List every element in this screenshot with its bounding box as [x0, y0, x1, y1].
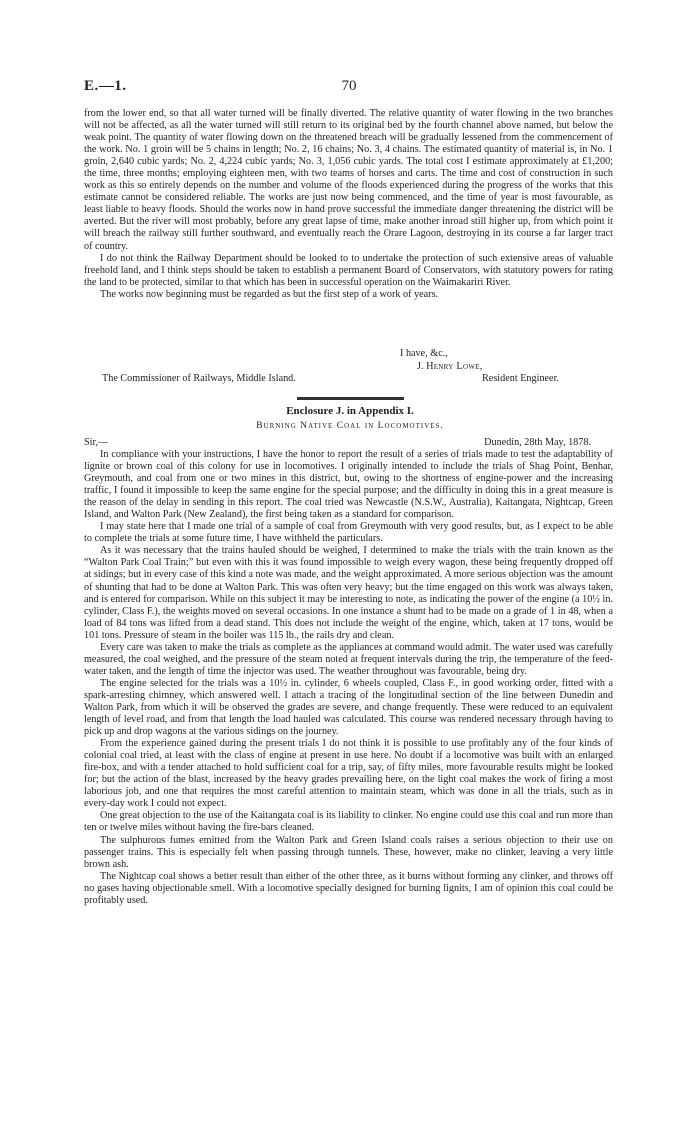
- dateline: Dunedin, 28th May, 1878.: [484, 437, 591, 448]
- signature-initial: J.: [417, 361, 424, 372]
- paragraph: As it was necessary that the trains hauled should be weighed, I determined to make the trials with the train known as the “Walton Park Coal Train;” but even with this it was found impossible to weigh every wagon, these being frequently dropped off at sidings; but in every case of this kind a note was made, and the weight approximated. A more serious objection was the amount of shunting that had to be done at Walton Park. This was often very heavy; but the time engaged on this work was always taken, and is entered for comparison. While on this subject it may be interesting to note, as indicating the power of the engine (a 10½ in. cylinder, Class F.), the weights moved on several occasions. In one instance a shunt had to be made on a grade of 1 in 48, when a load of 84 tons was lifted from a dead stand. This does not include the weight of the engine, which, taken at 17 tons, would be 101 tons. Pressure of steam in the boiler was 115 lb., the rails dry and clean.: [84, 545, 613, 641]
- salutation-line: [84, 437, 613, 449]
- page-header: [84, 78, 614, 98]
- enclosure-title: Enclosure J. in Appendix I.: [286, 405, 414, 417]
- section-code: E.—1.: [84, 78, 127, 94]
- closing-phrase: I have, &c.,: [400, 348, 448, 359]
- paragraph: The Nightcap coal shows a better result than either of the other three, as it burns without forming any clinker, and throws off no gases having objectionable smell. With a locomotive specially designed for burning lignits, I am of opinion this coal could be profitably used.: [84, 870, 613, 906]
- enclosure-subtitle: Burning Native Coal in Locomotives.: [256, 420, 444, 431]
- paragraph: The works now beginning must be regarded as but the first step of a work of years.: [100, 288, 439, 300]
- salutation: Sir,—: [84, 437, 109, 448]
- paragraph: from the lower end, so that all water turned will be finally diverted. The relative quantity of water flowing in the two branches will not be affected, as all the water turned will still return to its original bed by the fourth channel above named, but below the weak point. The quantity of water flowing down on the threatened breach will be gradually lessened from the commencement of the work. No. 1 groin will be 5 chains in length; No. 2, 16 chains; No. 3, 4 chains. The estimated quantity of material is, in No. 1 groin, 2,640 cubic yards; No. 2, 4,224 cubic yards; No. 3, 1,056 cubic yards. The total cost I estimate approximately at £1,200; the time, three months; employing eighteen men, with two teams of horses and carts. The time and cost of construction in such work as this so entirely depends on the number and volume of the floods experienced during the progress of the works that this estimate cannot be considered reliable. The works are just now being commenced, and the time of year is most favourable, as least liable to heavy floods. Should the works now in hand prove successful the immediate danger threatening the district will be averted. But the river will most probably, before any great lapse of time, make another inroad still higher up, from which point it will breach the railway still further southward, and eventually reach the Orare Lagoon, destroying in its course a far larger tract of country.: [84, 108, 613, 252]
- addressee: The Commissioner of Railways, Middle Island.: [102, 373, 296, 384]
- signature-surname: Henry Lowe,: [426, 361, 483, 372]
- paragraph: The engine selected for the trials was a 10½ in. cylinder, 6 wheels coupled, Class F., in good working order, fitted with a spark-arresting chimney, which answered well. I attach a tracing of the longitudinal section of the line between Dunedin and Walton Park, from which it will be observed the grades are severe, and change frequently. These were reduced to an equivalent length of level road, and from that length the load hauled was calculated. This course was rendered necessary through having to pick up and drop wagons at the various sidings on the journey.: [84, 677, 613, 738]
- section-divider: [297, 397, 404, 400]
- page-number: 70: [341, 78, 357, 94]
- paragraph: I may state here that I made one trial of a sample of coal from Greymouth with very good results, but, as I expect to be able to complete the trials at some future time, I have withheld the particulars.: [84, 521, 613, 545]
- paragraph: The sulphurous fumes emitted from the Walton Park and Green Island coals raises a serious objection to their use on passenger trains. This is especially felt when passing through tunnels. These, however, make no clinker, leaving a very little brown ash.: [84, 834, 613, 870]
- paragraph: I do not think the Railway Department should be looked to to undertake the protection of such extensive areas of valuable freehold land, and I think steps should be taken to establish a permanent Board of Conservators, with statutory powers for rating the land to be protected, similar to that which has been in successful operation on the Waimakariri River.: [84, 252, 613, 288]
- letter-body-continued: [84, 108, 613, 301]
- paragraph: In compliance with your instructions, I have the honor to report the result of a series of trials made to test the adaptability of lignite or brown coal of this colony for use in locomotives. I originally intended to include the trials of Shag Point, Benhar, Greymouth, and coal from one or two mines in this district, but, owing to the shortness of engine-power and the increasing traffic, I found it impossible to keep the same engine for the special purpose; and the difficulty in doing this in a great measure is the reason of the delay in sending in this report. The coal tried was Newcastle (N.S.W., Australia), Kaitangata, Nightcap, Green Island, and Walton Park (New Zealand), the first being taken as a standard for comparison.: [84, 449, 613, 521]
- letter-signoff: [84, 348, 613, 388]
- signatory-role: Resident Engineer.: [482, 373, 559, 384]
- paragraph: One great objection to the use of the Kaitangata coal is its liability to clinker. No engine could use this coal and run more than ten or twelve miles without having the fire-bars cleaned.: [84, 810, 613, 834]
- paragraph: From the experience gained during the present trials I do not think it is possible to use profitably any of the four kinds of colonial coal tried, at least with the class of engine at present in use here. No doubt if a locomotive was built with an enlarged fire-box, and with a tender attached to hold sufficient coal for a trip, say, of fifty miles, more favourable results might be looked for; but the action of the blast, increased by the heavy grades prevailing here, on the light coal makes the work of firing a most laborious job, and one that requires the most careful attention to maintain steam, which was done in all the trials, such as in every-day work I could not expect.: [84, 738, 613, 810]
- signature-name: [417, 361, 483, 372]
- paragraph: Every care was taken to make the trials as complete as the appliances at command would admit. The water used was carefully measured, the coal weighed, and the pressure of the steam noted at frequent intervals during the trip, the temperature of the feed-water taken, and the length of time the injector was used. The weather throughout was favourable, being dry.: [84, 641, 613, 677]
- enclosure-body: [84, 437, 613, 907]
